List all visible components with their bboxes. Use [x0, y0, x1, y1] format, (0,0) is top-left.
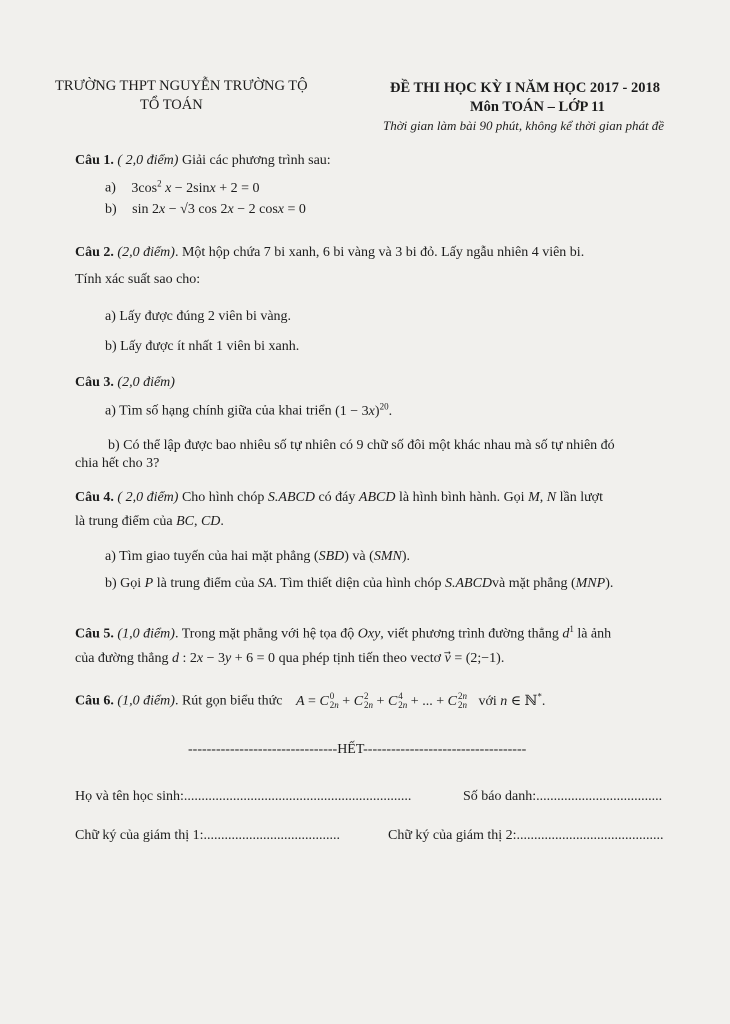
question-3-label: Câu 3.	[75, 375, 114, 390]
question-4b-text-a: b) Gọi	[105, 576, 145, 591]
question-2b: b) Lấy được ít nhất 1 viên bi xanh.	[105, 339, 300, 354]
question-4: Câu 4. ( 2,0 điểm) Cho hình chóp S.ABCD có đáy ABCD là hình bình hành. Gọi M, N lần lượt	[75, 490, 603, 505]
question-4-text-c: là hình bình hành. Gọi	[395, 490, 529, 505]
question-6-with: với	[478, 693, 497, 709]
question-3-points: (2,0 điểm)	[117, 375, 175, 390]
question-4-text-e: là trung điểm của	[75, 514, 177, 529]
question-6	[75, 691, 545, 710]
question-6-points: (1,0 điểm)	[117, 693, 175, 709]
question-6-condition: n ∈ ℕ*.	[500, 691, 546, 709]
question-2-label: Câu 2.	[75, 245, 114, 260]
question-1a-label: a)	[105, 180, 116, 196]
question-1a	[105, 178, 260, 197]
question-5-points: (1,0 điểm)	[117, 626, 175, 642]
question-2-points: (2,0 điểm)	[117, 245, 175, 260]
question-4b-text-d: và mặt phẳng	[492, 576, 571, 591]
question-6-expression: A = C 0 2n + C 2 2n + C 4 2n + ... + C 2n 2n	[295, 691, 467, 711]
question-1b-label: b)	[105, 202, 117, 217]
question-4-text-d: lần lượt	[556, 490, 603, 505]
question-2a: a) Lấy được đúng 2 viên bi vàng.	[105, 309, 292, 324]
question-4-text-b: có đáy	[314, 490, 359, 505]
student-name-field: Họ và tên học sinh:.................................................................	[75, 789, 412, 804]
question-4b-text-b: là trung điểm của	[153, 576, 258, 591]
question-4-label: Câu 4.	[75, 490, 114, 505]
question-1	[75, 153, 331, 169]
school-name: TRƯỜNG THPT NGUYỄN TRƯỜNG TỘ	[55, 78, 308, 94]
exam-time-note: Thời gian làm bài 90 phút, không kể thời gian phát đề	[383, 118, 665, 133]
exam-subject: Môn TOÁN – LỚP 11	[470, 99, 605, 115]
question-5-cont: của đường thẳng d : 2x − 3y + 6 = 0 qua phép tịnh tiến theo vectơ v⃗ = (2;−1).	[75, 651, 505, 666]
end-marker: --------------------------------HẾT-----------------------------------	[188, 742, 527, 757]
question-5: Câu 5. (1,0 điểm). Trong mặt phẳng với hệ tọa độ Oxy, viết phương trình đường thẳng $d^1$ là ảnh	[75, 624, 612, 642]
question-4b: b) Gọi P là trung điểm của SA. Tìm thiết diện của hình chóp S.ABCDvà mặt phẳng (MNP).	[105, 576, 614, 591]
question-2-text: . Một hộp chứa 7 bi xanh, 6 bi vàng và 3 bi đỏ. Lấy ngẫu nhiên 4 viên bi.	[174, 245, 585, 260]
question-1-text: Giải các phương trình sau:	[178, 153, 331, 168]
question-4a: a) Tìm giao tuyến của hai mặt phẳng (SBD) và (SMN).	[105, 549, 410, 564]
question-2	[75, 245, 584, 261]
question-5-text-a: . Trong mặt phẳng với hệ tọa độ	[174, 626, 358, 642]
question-1a-equation: $3\cos^2$ x − 2sinx + 2 = 0	[131, 178, 260, 196]
question-5-text-c: là ảnh	[573, 626, 612, 642]
question-5-text-d: của đường thẳng	[75, 651, 173, 666]
supervisor-2-signature: Chữ ký của giám thị 2:..........................................	[388, 828, 664, 843]
question-1-label: Câu 1.	[75, 153, 114, 168]
question-4-points: ( 2,0 điểm)	[117, 490, 179, 505]
department-name: TỔ TOÁN	[140, 97, 203, 113]
supervisor-1-signature: Chữ ký của giám thị 1:.......................................	[75, 828, 341, 843]
student-id-field: Số báo danh:....................................	[463, 789, 663, 804]
question-6-text: . Rút gọn biểu thức	[174, 693, 283, 709]
question-3	[75, 375, 175, 391]
question-4-cont: là trung điểm của BC, CD.	[75, 514, 224, 529]
question-3b-cont: chia hết cho 3?	[75, 456, 160, 471]
question-1b-equation: sin 2x − √3 cos 2x − 2 cosx = 0	[132, 202, 306, 217]
question-5-text-b: , viết phương trình đường thẳng	[380, 626, 563, 642]
question-5-label: Câu 5.	[75, 626, 114, 642]
question-3a-expression: $(1 - 3x)^{20}$.	[335, 401, 393, 419]
question-3a	[105, 401, 392, 420]
question-4a-text: a) Tìm giao tuyến của hai mặt phẳng	[105, 549, 314, 564]
question-3a-text: a) Tìm số hạng chính giữa của khai triển	[105, 403, 332, 419]
question-5-text-e: qua phép tịnh tiến theo vectơ	[275, 651, 445, 666]
question-1b	[105, 202, 306, 218]
question-1-points: ( 2,0 điểm)	[117, 153, 179, 168]
question-4a-and: và	[348, 549, 370, 564]
question-4b-text-c: . Tìm thiết diện của hình chóp	[273, 576, 445, 591]
question-2-text-cont: Tính xác suất sao cho:	[75, 272, 201, 287]
exam-title: ĐỀ THI HỌC KỲ I NĂM HỌC 2017 - 2018	[390, 80, 661, 96]
question-3b: b) Có thể lập được bao nhiêu số tự nhiên có 9 chữ số đôi một khác nhau mà số tự nhiên đó	[108, 438, 615, 453]
question-6-label: Câu 6.	[75, 693, 114, 709]
question-4-text-a: Cho hình chóp	[178, 490, 268, 505]
